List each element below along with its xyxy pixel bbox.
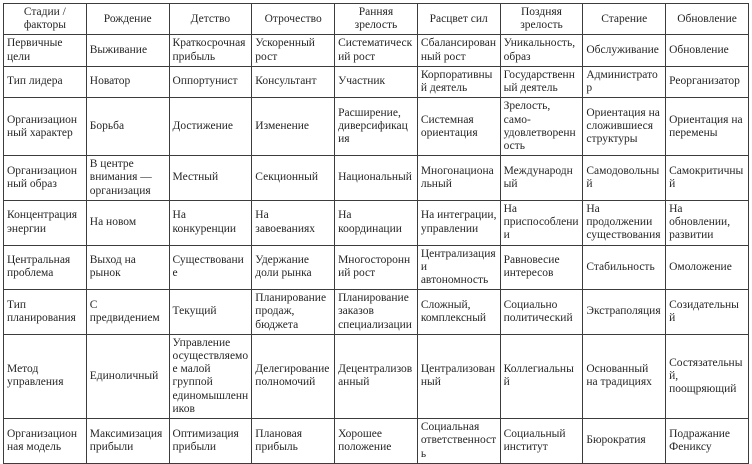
row-label: Тип лидера bbox=[4, 66, 87, 97]
table-cell: Администратор bbox=[583, 66, 666, 97]
table-cell: Достижение bbox=[169, 98, 252, 156]
table-cell: Зрелость, само-удовлетворенность bbox=[500, 98, 583, 156]
table-cell: Коллегиальный bbox=[500, 334, 583, 418]
table-cell: Обновление bbox=[666, 35, 749, 66]
table-cell: На новом bbox=[86, 200, 169, 245]
table-cell: Сбалансированный рост bbox=[417, 35, 500, 66]
table-cell: Экстраполяция bbox=[583, 290, 666, 335]
table-row bbox=[4, 35, 749, 66]
table-cell: На приспособлении bbox=[500, 200, 583, 245]
table-cell: Планирование продаж, бюджета bbox=[252, 290, 335, 335]
table-cell: Международный bbox=[500, 156, 583, 201]
table-cell: На обновлении, развитии bbox=[666, 200, 749, 245]
table-cell: Стабильность bbox=[583, 245, 666, 290]
table-cell: Основанный на традициях bbox=[583, 334, 666, 418]
table-cell: Оптимизация прибыли bbox=[169, 419, 252, 464]
table-cell: Секционный bbox=[252, 156, 335, 201]
table-cell: Бюрократия bbox=[583, 419, 666, 464]
table-cell: Систематический рост bbox=[335, 35, 418, 66]
table-cell: Национальный bbox=[335, 156, 418, 201]
table-cell: С предвидением bbox=[86, 290, 169, 335]
header-cell-stages-factors: Стадии / факторы bbox=[4, 4, 87, 35]
table-cell: На координации bbox=[335, 200, 418, 245]
table-cell: Централизация и автономность bbox=[417, 245, 500, 290]
table-cell: Состязательный, поощряющий bbox=[666, 334, 749, 418]
table-cell: Оппортунист bbox=[169, 66, 252, 97]
table-cell: Борьба bbox=[86, 98, 169, 156]
header-cell-early-maturity: Ранняя зрелость bbox=[335, 4, 418, 35]
table-row bbox=[4, 290, 749, 335]
row-label: Первичные цели bbox=[4, 35, 87, 66]
table-cell: Расширение, диверсификация bbox=[335, 98, 418, 156]
table-cell: Корпоративный деятель bbox=[417, 66, 500, 97]
row-label: Организационная модель bbox=[4, 419, 87, 464]
table-cell: Централизованный bbox=[417, 334, 500, 418]
row-label: Организационный образ bbox=[4, 156, 87, 201]
table-cell: Хорошее положение bbox=[335, 419, 418, 464]
table-cell: Планирование заказов специализации bbox=[335, 290, 418, 335]
row-label: Центральная проблема bbox=[4, 245, 87, 290]
table-cell: Реорганизатор bbox=[666, 66, 749, 97]
table-cell: Выход на рынок bbox=[86, 245, 169, 290]
table-cell: Ориентация на сложившиеся структуры bbox=[583, 98, 666, 156]
header-cell-renewal: Обновление bbox=[666, 4, 749, 35]
table-cell: Системная ориентация bbox=[417, 98, 500, 156]
table-row bbox=[4, 419, 749, 464]
table-cell: Децентрализованный bbox=[335, 334, 418, 418]
table-cell: Многосторонний рост bbox=[335, 245, 418, 290]
table-cell: Существование bbox=[169, 245, 252, 290]
header-cell-late-maturity: Поздняя зрелость bbox=[500, 4, 583, 35]
table-cell: Делегирование полномочий bbox=[252, 334, 335, 418]
table-row bbox=[4, 200, 749, 245]
table-cell: Равновесие интересов bbox=[500, 245, 583, 290]
table-row bbox=[4, 98, 749, 156]
table-cell: Самодовольный bbox=[583, 156, 666, 201]
table-cell: На продолжении существования bbox=[583, 200, 666, 245]
table-cell: Текущий bbox=[169, 290, 252, 335]
table-cell: В центре внимания — организация bbox=[86, 156, 169, 201]
table-header bbox=[4, 4, 749, 35]
table-cell: Новатор bbox=[86, 66, 169, 97]
table-cell: Выживание bbox=[86, 35, 169, 66]
table-cell: На завоеваниях bbox=[252, 200, 335, 245]
table-row bbox=[4, 66, 749, 97]
table-cell: Изменение bbox=[252, 98, 335, 156]
table-row bbox=[4, 334, 749, 418]
header-cell-birth: Рождение bbox=[86, 4, 169, 35]
table-cell: На интеграции, управлении bbox=[417, 200, 500, 245]
table-cell: Социальная ответственность bbox=[417, 419, 500, 464]
row-label: Концентрация энергии bbox=[4, 200, 87, 245]
table-cell: Ускоренный рост bbox=[252, 35, 335, 66]
table-cell: Ориентация на перемены bbox=[666, 98, 749, 156]
table-cell: Местный bbox=[169, 156, 252, 201]
table-cell: Сложный, комплексный bbox=[417, 290, 500, 335]
table-cell: Краткосрочная прибыль bbox=[169, 35, 252, 66]
table-cell: Единоличный bbox=[86, 334, 169, 418]
table-cell: Подражание Фениксу bbox=[666, 419, 749, 464]
row-label: Организационный характер bbox=[4, 98, 87, 156]
table-cell: Самокритичный bbox=[666, 156, 749, 201]
table-row bbox=[4, 156, 749, 201]
header-row bbox=[4, 4, 749, 35]
header-cell-adolescence: Отрочество bbox=[252, 4, 335, 35]
table-cell: Созидательный bbox=[666, 290, 749, 335]
table-cell: Удержание доли рынка bbox=[252, 245, 335, 290]
table-cell: Управление осуществляемое малой группой единомышленников bbox=[169, 334, 252, 418]
row-label: Тип планирования bbox=[4, 290, 87, 335]
table-cell: Консультант bbox=[252, 66, 335, 97]
table-cell: Максимизация прибыли bbox=[86, 419, 169, 464]
table-row bbox=[4, 245, 749, 290]
table-cell: Уникальность, образ bbox=[500, 35, 583, 66]
table-cell: Многонациональный bbox=[417, 156, 500, 201]
table-cell: Социально политический bbox=[500, 290, 583, 335]
table-cell: Омоложение bbox=[666, 245, 749, 290]
header-cell-childhood: Детство bbox=[169, 4, 252, 35]
table-body bbox=[4, 35, 749, 463]
header-cell-aging: Старение bbox=[583, 4, 666, 35]
table-cell: Государственный деятель bbox=[500, 66, 583, 97]
table-cell: Плановая прибыль bbox=[252, 419, 335, 464]
header-cell-prime: Расцвет сил bbox=[417, 4, 500, 35]
table-cell: На конкуренции bbox=[169, 200, 252, 245]
lifecycle-stages-table bbox=[3, 3, 749, 464]
row-label: Метод управления bbox=[4, 334, 87, 418]
table-cell: Обслуживание bbox=[583, 35, 666, 66]
table-cell: Социальный институт bbox=[500, 419, 583, 464]
table-cell: Участник bbox=[335, 66, 418, 97]
